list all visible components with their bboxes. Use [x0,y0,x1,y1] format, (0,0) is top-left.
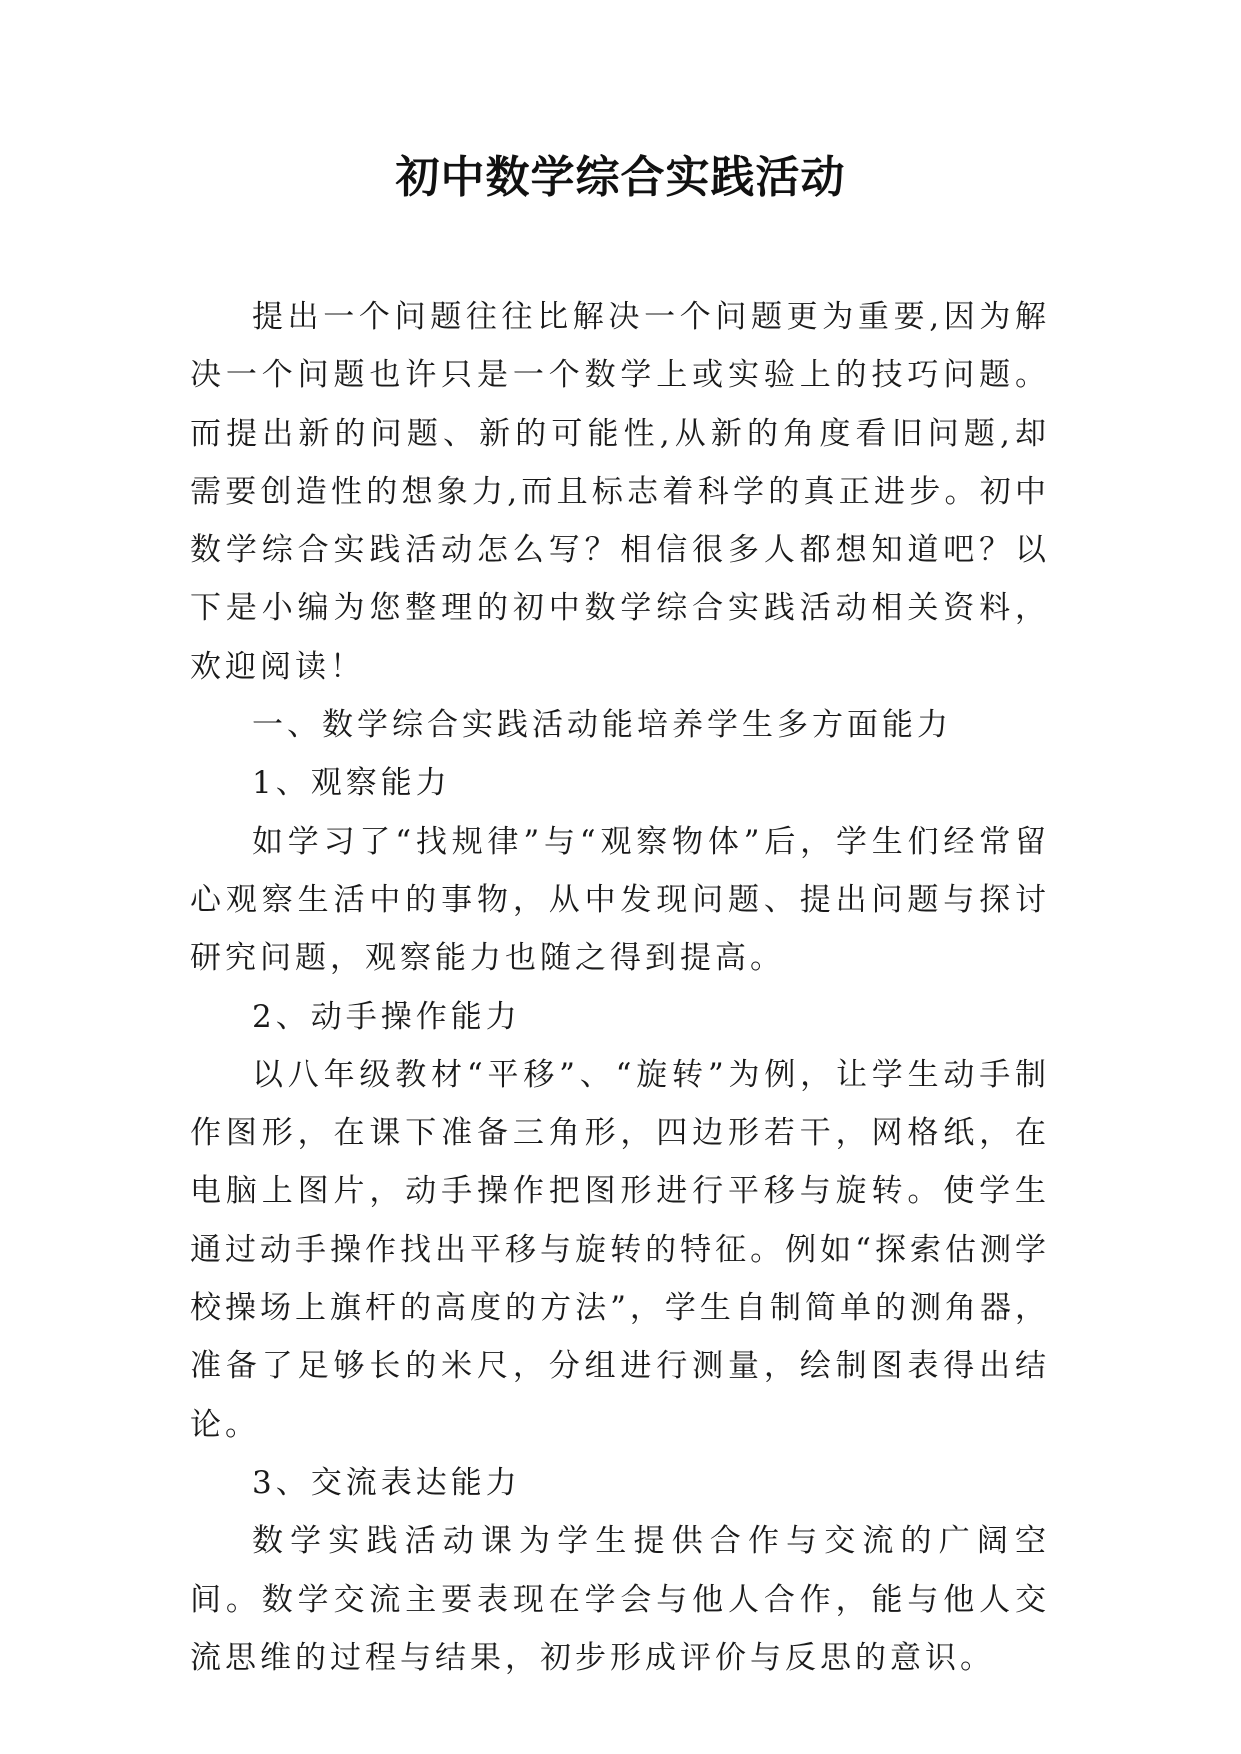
subheading-hands-on: 2、动手操作能力 [252,998,521,1035]
section-heading-1: 一、数学综合实践活动能培养学生多方面能力 [252,707,952,744]
subheading-communication: 3、交流表达能力 [252,1464,521,1501]
document-title: 初中数学综合实践活动 [395,152,846,203]
intro-paragraph: 提出一个问题往往比解决一个问题更为重要,因为解决一个问题也许只是一个数学上或实验上的技巧问题。而提出新的问题、新的可能性,从新的角度看旧问题,却需要创造性的想象力,而且标志着科学的真正进步。初中数学综合实践活动怎么写？相信很多人都想知道吧？以下是小编为您整理的初中数学综合实践活动相关资料，欢迎阅读！ [190,299,1050,685]
document-body [190,288,1050,1687]
subheading-observation: 1、观察能力 [252,765,451,802]
communication-paragraph: 数学实践活动课为学生提供合作与交流的广阔空间。数学交流主要表现在学会与他人合作，能与他人交流思维的过程与结果，初步形成评价与反思的意识。 [190,1523,1050,1676]
hands-on-paragraph: 以八年级教材“平移”、“旋转”为例，让学生动手制作图形，在课下准备三角形，四边形若干，网格纸，在电脑上图片，动手操作把图形进行平移与旋转。使学生通过动手操作找出平移与旋转的特征。例如“探索估测学校操场上旗杆的高度的方法”，学生自制简单的测角器，准备了足够长的米尺，分组进行测量，绘制图表得出结论。 [190,1056,1050,1443]
observation-paragraph: 如学习了“找规律”与“观察物体”后，学生们经常留心观察生活中的事物，从中发现问题、提出问题与探讨研究问题，观察能力也随之得到提高。 [190,823,1050,977]
